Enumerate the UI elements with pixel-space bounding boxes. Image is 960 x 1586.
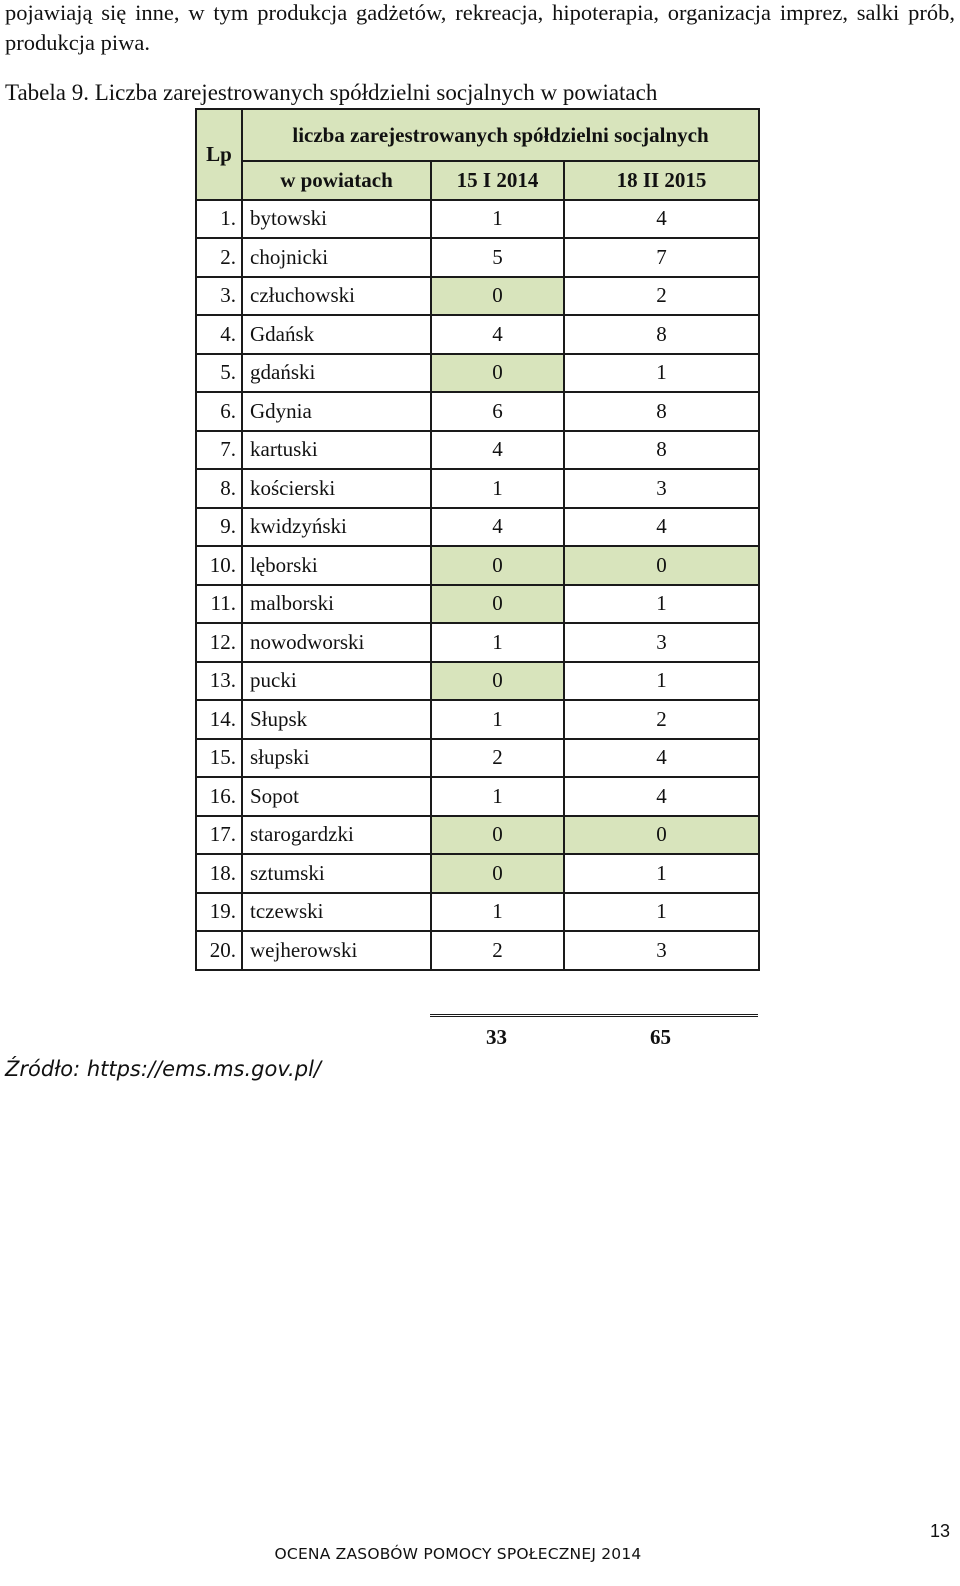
row-value-2015: 1 [564,662,759,701]
row-value-2014: 0 [431,854,564,893]
header-2015: 18 II 2015 [564,161,759,200]
row-county-name: nowodworski [242,623,431,662]
table-row [196,700,759,739]
table-row [196,623,759,662]
row-county-name: Sopot [242,777,431,816]
row-value-2015: 8 [564,431,759,470]
table-row [196,893,759,932]
row-lp: 6. [196,392,242,431]
table-row [196,392,759,431]
row-value-2014: 1 [431,777,564,816]
table-row [196,469,759,508]
header-group: liczba zarejestrowanych spółdzielni socjalnych [242,109,759,161]
page-number: 13 [929,1521,950,1541]
row-value-2014: 1 [431,623,564,662]
row-value-2015: 7 [564,238,759,277]
row-county-name: słupski [242,739,431,778]
row-value-2015: 1 [564,893,759,932]
row-value-2015: 1 [564,585,759,624]
row-value-2015: 2 [564,277,759,316]
row-value-2014: 0 [431,546,564,585]
header-2014: 15 I 2014 [431,161,564,200]
row-county-name: wejherowski [242,931,431,970]
row-value-2015: 4 [564,508,759,547]
row-lp: 10. [196,546,242,585]
table-row [196,238,759,277]
row-lp: 20. [196,931,242,970]
table-row [196,315,759,354]
row-value-2014: 4 [431,508,564,547]
row-lp: 3. [196,277,242,316]
row-value-2015: 8 [564,315,759,354]
row-value-2015: 4 [564,200,759,239]
row-county-name: gdański [242,354,431,393]
row-county-name: Gdynia [242,392,431,431]
row-county-name: pucki [242,662,431,701]
row-value-2015: 3 [564,931,759,970]
row-lp: 2. [196,238,242,277]
table-row [196,431,759,470]
page-footer: OCENA ZASOBÓW POMOCY SPOŁECZNEJ 2014 [274,1545,642,1563]
table-row [196,200,759,239]
row-value-2014: 0 [431,585,564,624]
row-county-name: Słupsk [242,700,431,739]
row-value-2015: 3 [564,469,759,508]
row-lp: 15. [196,739,242,778]
row-lp: 16. [196,777,242,816]
row-lp: 5. [196,354,242,393]
row-lp: 17. [196,816,242,855]
row-value-2015: 1 [564,854,759,893]
table-row [196,354,759,393]
row-value-2015: 0 [564,546,759,585]
row-value-2014: 6 [431,392,564,431]
row-value-2015: 3 [564,623,759,662]
intro-paragraph: pojawiają się inne, w tym produkcja gadżetów, rekreacja, hipoterapia, organizacja imprez, salki prób, produkcja piwa. [5,0,955,55]
row-lp: 11. [196,585,242,624]
table-row [196,816,759,855]
row-value-2015: 1 [564,354,759,393]
row-lp: 18. [196,854,242,893]
table-row [196,585,759,624]
row-county-name: kościerski [242,469,431,508]
table-row [196,546,759,585]
row-county-name: sztumski [242,854,431,893]
row-lp: 13. [196,662,242,701]
row-value-2014: 0 [431,816,564,855]
row-value-2014: 0 [431,354,564,393]
row-county-name: lęborski [242,546,431,585]
source-note: Źródło: https://ems.ms.gov.pl/ [5,1057,321,1081]
table-row [196,854,759,893]
total-2015: 65 [650,1025,671,1049]
row-value-2015: 4 [564,739,759,778]
row-lp: 9. [196,508,242,547]
row-county-name: bytowski [242,200,431,239]
table-row [196,662,759,701]
row-county-name: kartuski [242,431,431,470]
header-lp: Lp [196,109,242,200]
row-county-name: chojnicki [242,238,431,277]
row-value-2014: 1 [431,893,564,932]
row-lp: 19. [196,893,242,932]
header-county: w powiatach [242,161,431,200]
row-value-2014: 1 [431,200,564,239]
row-county-name: malborski [242,585,431,624]
table-row [196,508,759,547]
table-row [196,277,759,316]
row-lp: 14. [196,700,242,739]
row-lp: 1. [196,200,242,239]
row-lp: 12. [196,623,242,662]
row-county-name: człuchowski [242,277,431,316]
row-county-name: tczewski [242,893,431,932]
row-lp: 4. [196,315,242,354]
row-value-2015: 4 [564,777,759,816]
row-value-2014: 4 [431,315,564,354]
row-value-2014: 1 [431,700,564,739]
table-title: Tabela 9. Liczba zarejestrowanych spółdzielni socjalnych w powiatach [5,80,658,105]
row-county-name: kwidzyński [242,508,431,547]
row-value-2014: 0 [431,277,564,316]
row-value-2014: 0 [431,662,564,701]
cooperatives-table [195,108,760,971]
row-value-2014: 2 [431,931,564,970]
row-county-name: Gdańsk [242,315,431,354]
row-value-2015: 8 [564,392,759,431]
row-value-2015: 0 [564,816,759,855]
row-county-name: starogardzki [242,816,431,855]
row-value-2014: 2 [431,739,564,778]
row-value-2014: 5 [431,238,564,277]
totals-row [430,1014,758,1059]
row-value-2015: 2 [564,700,759,739]
table-row [196,931,759,970]
row-value-2014: 4 [431,431,564,470]
table-row [196,739,759,778]
table-row [196,777,759,816]
row-lp: 8. [196,469,242,508]
row-value-2014: 1 [431,469,564,508]
row-lp: 7. [196,431,242,470]
total-2014: 33 [486,1025,507,1049]
